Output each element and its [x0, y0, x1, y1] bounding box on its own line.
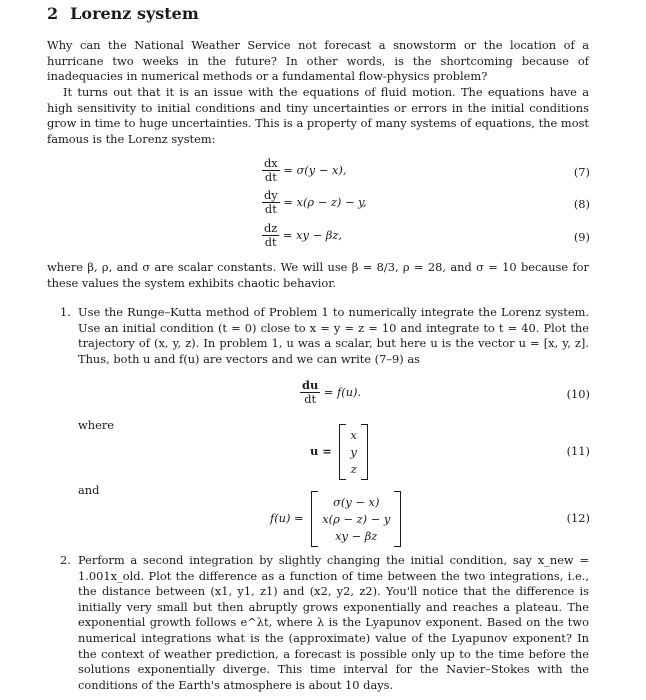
item-1-text: Use the Runge–Kutta method of Problem 1 to numerically integrate the Lorenz system. Use an initial condition (t = 0) close to x = y = z = 10 and integrate to t = 40. Plot the trajectory of (x, y, z). In problem 1, u was a scalar, but here u is the vector u = [x, y, z]. Thus, both u and f(u) are vectors and we can write (7–9) as: [78, 305, 589, 366]
eq8-rhs: = x(ρ − z) − y,: [283, 194, 367, 209]
equation-9: [262, 222, 342, 249]
eq9-rhs: = xy − βz,: [282, 227, 342, 242]
section-title: Lorenz system: [70, 4, 199, 23]
eq8-derivative: [262, 189, 280, 216]
where-label: where: [78, 418, 115, 432]
eq10-denominator: dt: [304, 392, 317, 406]
eq10-rhs: = f(u).: [323, 384, 362, 399]
eq8-number: (8): [573, 197, 590, 211]
eq12-entry-1: σ(y − x): [333, 494, 380, 509]
eq10-numerator: du: [302, 378, 319, 392]
eq7-numerator: dx: [264, 156, 278, 170]
eq9-numerator: dz: [264, 221, 278, 235]
eq7-rhs: = σ(y − x),: [283, 162, 347, 177]
eq9-number: (9): [573, 230, 590, 244]
eq9-derivative: [262, 222, 279, 249]
eq11-right-bracket: [361, 424, 368, 480]
eq10-derivative: [300, 379, 320, 406]
eq11-entries: [346, 427, 360, 478]
section-heading: [47, 6, 199, 22]
eq11-entry-x: x: [350, 427, 357, 442]
eq7-derivative: [262, 157, 280, 184]
eq12-number: (12): [566, 511, 590, 525]
eq12-vector: [311, 491, 401, 547]
item-2-number: 2.: [60, 553, 71, 567]
eq7-denominator: dt: [264, 170, 277, 184]
eq8-denominator: dt: [264, 202, 277, 216]
eq9-denominator: dt: [264, 235, 277, 249]
equation-7: [262, 157, 346, 184]
intro-paragraph-2: It turns out that it is an issue with the equations of fluid motion. The equations have a high sensitivity to initial conditions and tiny uncertainties or errors in the initial conditions grow in time to huge uncertainties. This is a property of many systems of equations, the most famous is the Lorenz system:: [47, 85, 589, 146]
eq12-right-bracket: [394, 491, 401, 547]
intro-paragraph-1: Why can the National Weather Service not forecast a snowstorm or the location of a hurricane two weeks in the future? In other words, is the shortcoming because of inadequacies in numerical methods or a fundamental flow-physics problem?: [47, 38, 589, 84]
item-2-text: Perform a second integration by slightly changing the initial condition, say x_new = 1.001x_old. Plot the difference as a function of time between the two integrations, i.e., the distance between (x1, y1, z1) and (x2, y2, z2). You'll notice that the difference is initially very small but then abruptly grows exponentially and reaches a plateau. The exponential growth follows e^λt, where λ is the Lyapunov exponent. Based on the two numerical integrations what is the (approximate) value of the Lyapunov exponent? In the context of weather prediction, a forecast is possible only up to the time before the solutions exponentially diverge. This time interval for the Navier–Stokes with the conditions of the Earth's atmosphere is about 10 days.: [78, 553, 589, 692]
eq12-entry-2: x(ρ − z) − y: [322, 511, 391, 526]
eq12-entry-3: xy − βz: [335, 528, 378, 543]
eq12-left-bracket: [311, 491, 318, 547]
eq11-left-bracket: [339, 424, 346, 480]
eq8-numerator: dy: [264, 188, 278, 202]
constants-paragraph: where β, ρ, and σ are scalar constants. We will use β = 8/3, ρ = 28, and σ = 10 because for these values the system exhibits chaotic behavior.: [47, 260, 589, 290]
eq12-entries: [318, 494, 394, 545]
item-1-number: 1.: [60, 305, 71, 319]
and-label: and: [78, 483, 100, 497]
equation-10: [300, 379, 361, 406]
eq11-entry-y: y: [350, 444, 357, 459]
equation-8: [262, 189, 367, 216]
eq11-number: (11): [566, 444, 590, 458]
eq11-lhs: u =: [310, 444, 332, 459]
equation-12: [270, 491, 401, 547]
eq11-entry-z: z: [350, 461, 357, 476]
eq12-lhs: f(u) =: [270, 511, 304, 526]
eq10-number: (10): [566, 387, 590, 401]
section-number: 2: [47, 4, 59, 23]
eq7-number: (7): [573, 165, 590, 179]
eq11-vector: [339, 424, 367, 480]
equation-11: [310, 424, 368, 480]
